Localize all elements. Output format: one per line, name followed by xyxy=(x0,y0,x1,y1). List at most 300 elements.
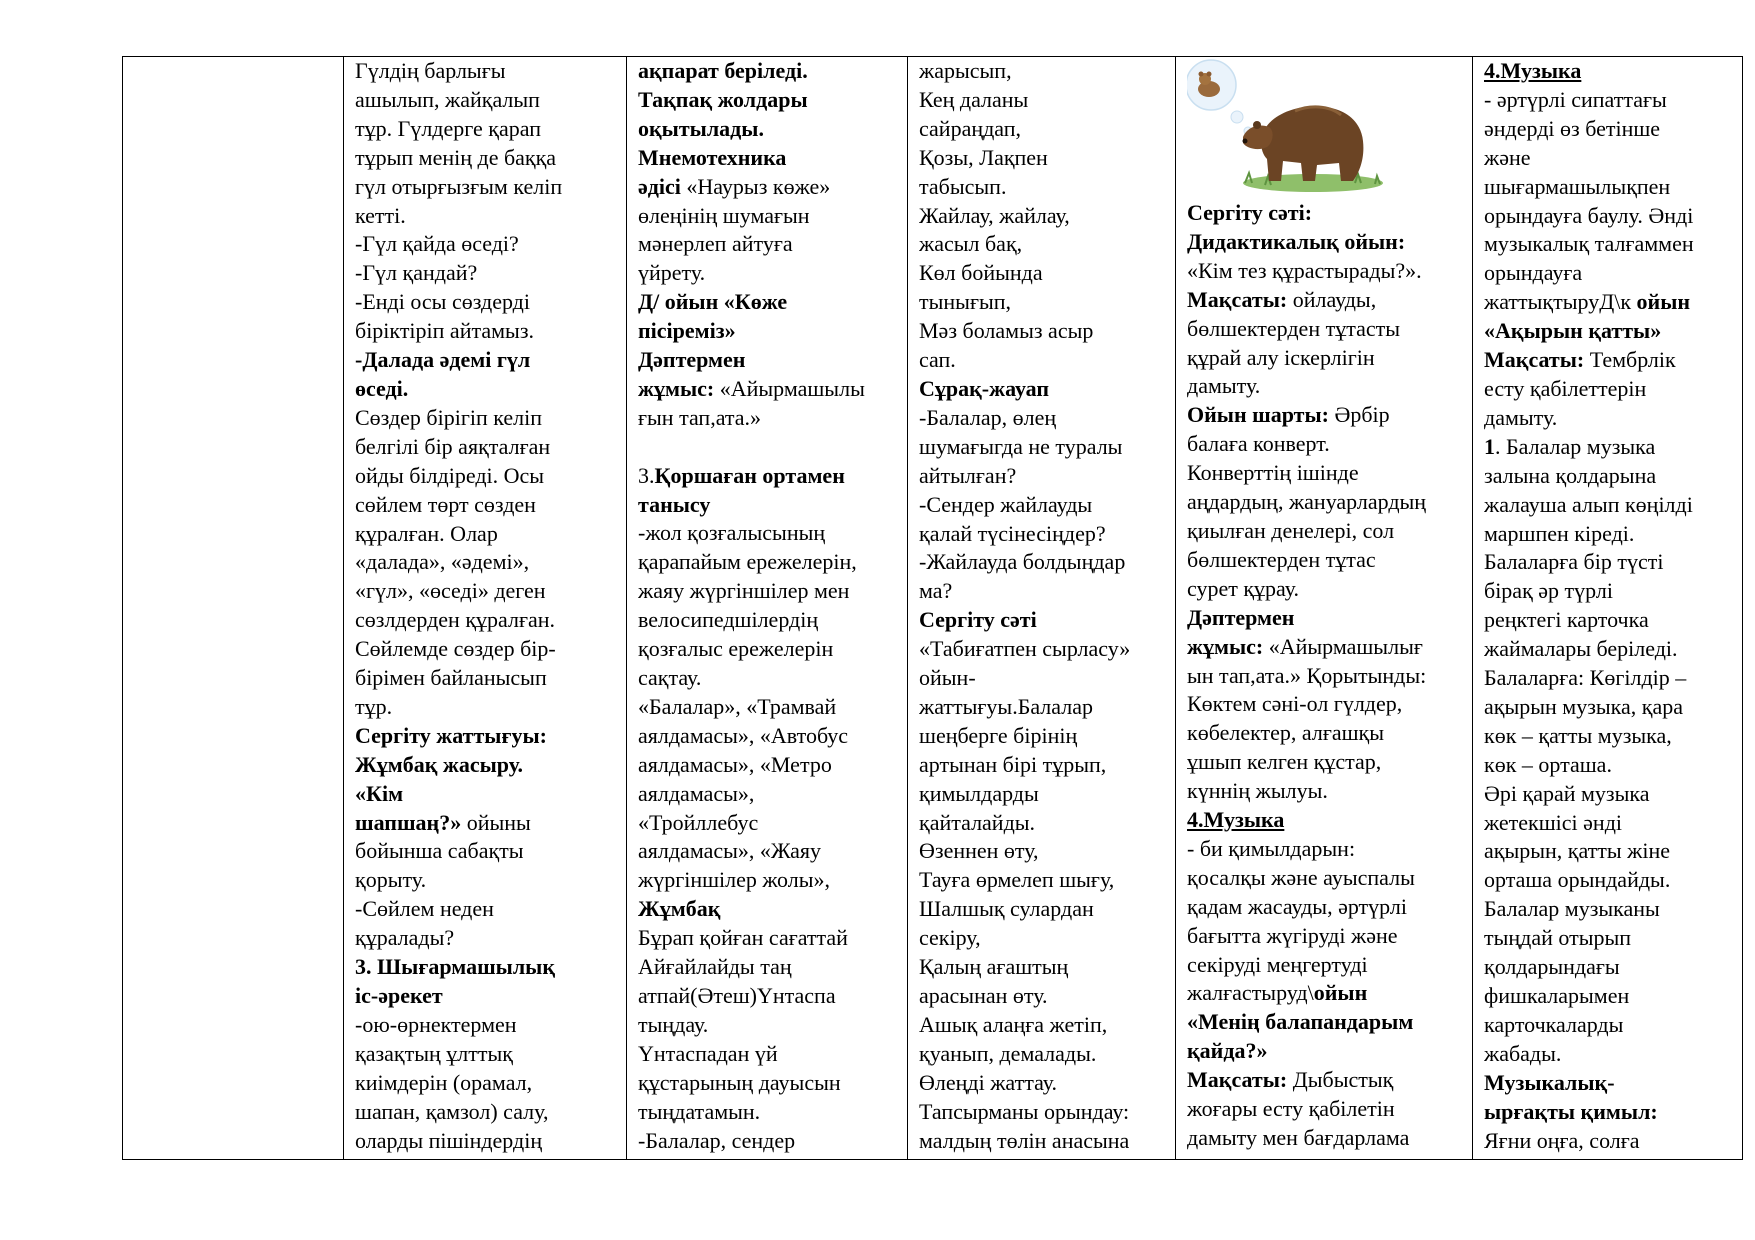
text-line xyxy=(355,693,618,722)
text-line xyxy=(919,751,1167,780)
text-line xyxy=(1484,288,1734,317)
text: Тақпақ жолдары xyxy=(638,86,808,112)
text: үйрету. xyxy=(638,260,706,286)
table-cell-1 xyxy=(123,57,344,1160)
text-line xyxy=(1484,462,1734,491)
text-line xyxy=(1187,546,1464,575)
bold-text: әдісі xyxy=(638,173,681,199)
text: ма? xyxy=(919,578,953,604)
text-line xyxy=(919,144,1167,173)
text-line xyxy=(1484,866,1734,895)
text-line xyxy=(1484,57,1734,86)
bear-illustration xyxy=(1187,59,1464,199)
text: Гүлдің барлығы xyxy=(355,58,506,83)
text: ырғақты қимыл: xyxy=(1484,1098,1658,1124)
text-line xyxy=(919,202,1167,231)
text: ойын- xyxy=(919,665,976,691)
text-line xyxy=(919,866,1167,895)
text: Дәптермен xyxy=(1187,604,1295,630)
text: қосалқы және ауыспалы xyxy=(1187,864,1415,890)
text-line xyxy=(919,982,1167,1011)
text-line xyxy=(1187,1124,1464,1153)
text: Сергіту сәті: xyxy=(1187,200,1313,225)
text: киімдерін (орамал, xyxy=(355,1069,533,1095)
text-line xyxy=(355,1011,618,1040)
text: орындауға баулу. Әнді xyxy=(1484,202,1694,228)
text: «Ақырын қатты» xyxy=(1484,318,1662,344)
text: дамыту. xyxy=(1484,404,1558,430)
text: «Айырмашылы xyxy=(714,375,865,401)
text: Сөйлемде сөздер бір- xyxy=(355,636,556,662)
text: бірақ әр түрлі xyxy=(1484,578,1613,604)
text: Сөздер бірігіп келіп xyxy=(355,404,543,430)
text-line xyxy=(1187,662,1464,691)
text: Музыкалық- xyxy=(1484,1069,1615,1095)
text-line xyxy=(919,433,1167,462)
text-line xyxy=(355,837,618,866)
text: карточкаларды xyxy=(1484,1011,1624,1037)
text: «Наурыз көже» xyxy=(680,173,831,199)
text-line xyxy=(919,1011,1167,1040)
text-line xyxy=(1187,1095,1464,1124)
text-line xyxy=(355,375,618,404)
text: секіруді меңгертуді xyxy=(1187,951,1368,977)
text: артынан бірі тұрып, xyxy=(919,751,1107,777)
text: қайда?» xyxy=(1187,1038,1268,1064)
text-line xyxy=(919,924,1167,953)
text-line xyxy=(355,346,618,375)
text: - әртүрлі сипаттағы xyxy=(1484,86,1667,112)
text: Ашық алаңға жетіп, xyxy=(919,1011,1108,1037)
text-line xyxy=(1187,199,1464,228)
text: дамыту. xyxy=(1187,373,1261,399)
text: қадам жасауды, әртүрлі xyxy=(1187,893,1407,919)
text-line xyxy=(1187,372,1464,401)
text-line xyxy=(1187,777,1464,806)
text: жалауша алып көңілді xyxy=(1484,491,1693,517)
text: өлеңінің шумағын xyxy=(638,202,810,228)
text: шумағыгда не туралы xyxy=(919,433,1123,459)
text-line xyxy=(919,953,1167,982)
text: секіру, xyxy=(919,925,981,951)
text: Балаларға бір түсті xyxy=(1484,549,1664,575)
text-line xyxy=(1187,690,1464,719)
text-line xyxy=(638,86,899,115)
text-line xyxy=(638,57,899,86)
text: қозғалыс ережелерін xyxy=(638,636,834,662)
text-line xyxy=(355,866,618,895)
text: маршпен кіреді. xyxy=(1484,520,1635,546)
text: музыкалық талғаммен xyxy=(1484,231,1694,257)
text: жаймалары беріледі. xyxy=(1484,636,1678,662)
text-line xyxy=(1187,257,1464,286)
text-line xyxy=(919,404,1167,433)
text-line xyxy=(1187,951,1464,980)
text-line xyxy=(1187,806,1464,835)
text-line xyxy=(638,693,899,722)
text-line xyxy=(919,693,1167,722)
text: «Менің балапандарым xyxy=(1187,1009,1414,1035)
bold-text: Ойын шарты: xyxy=(1187,402,1329,428)
text-line xyxy=(1484,635,1734,664)
text: «Табиғатпен сырласу» xyxy=(919,636,1131,662)
text: жалғастыруд\ xyxy=(1187,980,1314,1006)
text-line xyxy=(919,346,1167,375)
text-line xyxy=(1187,719,1464,748)
text-line xyxy=(355,982,618,1011)
text: Көл бойында xyxy=(919,260,1043,286)
text: құстарының дауысын xyxy=(638,1069,841,1095)
bold-text: Қоршаған ортамен xyxy=(654,462,845,488)
text-line xyxy=(638,664,899,693)
text-line xyxy=(355,491,618,520)
text-line xyxy=(355,1069,618,1098)
text-line xyxy=(1484,606,1734,635)
text-line xyxy=(1484,433,1734,462)
text-line xyxy=(638,1040,899,1069)
text-line xyxy=(1187,401,1464,430)
text: сайраңдап, xyxy=(919,115,1022,141)
text: әндерді өз бетінше xyxy=(1484,115,1661,141)
text: «Кім тез құрастырады?». xyxy=(1187,257,1422,283)
text: көк – орташа. xyxy=(1484,751,1612,777)
text: шеңберге бірінің xyxy=(919,722,1078,748)
text: жаттығуы.Балалар xyxy=(919,693,1093,719)
bold-text: ойын xyxy=(1313,980,1368,1006)
text-line xyxy=(1484,491,1734,520)
text: -ою-өрнектермен xyxy=(355,1011,517,1037)
text-line xyxy=(1484,664,1734,693)
text-line xyxy=(638,519,899,548)
text-line xyxy=(1187,315,1464,344)
text: кетті. xyxy=(355,202,406,228)
text: Яғни оңға, солға xyxy=(1484,1127,1640,1153)
text: -Балалар, сендер xyxy=(638,1127,796,1153)
text-line xyxy=(355,577,618,606)
text-line xyxy=(355,404,618,433)
text: қуанып, демалады. xyxy=(919,1040,1097,1066)
text-line xyxy=(638,548,899,577)
text: тұр. Гүлдерге қарап xyxy=(355,115,541,141)
text-line xyxy=(1484,1011,1734,1040)
text: тыңдау. xyxy=(638,1011,709,1037)
text-line xyxy=(1187,228,1464,257)
text: сөйлем төрт сөзден xyxy=(355,491,536,517)
text: ақырын, қатты жіне xyxy=(1484,838,1671,864)
text: Д/ ойын «Көже xyxy=(638,289,788,315)
text: ын тап,ата.» Қорытынды: xyxy=(1187,662,1427,688)
text: қорыту. xyxy=(355,867,427,893)
text-line xyxy=(1187,575,1464,604)
text-line xyxy=(919,1069,1167,1098)
text-line xyxy=(1484,809,1734,838)
text: қалай түсінесіңдер? xyxy=(919,520,1106,546)
text: сөзлдерден құралған. xyxy=(355,607,556,633)
text: Кең даланы xyxy=(919,86,1029,112)
text-line xyxy=(919,317,1167,346)
text-line xyxy=(1484,259,1734,288)
text-line xyxy=(638,173,899,202)
text-line xyxy=(1187,922,1464,951)
text-line xyxy=(919,548,1167,577)
text-line xyxy=(919,895,1167,924)
text: жүргіншілер жолы», xyxy=(638,867,831,893)
text: Тауға өрмелеп шығу, xyxy=(919,867,1115,893)
text-line xyxy=(638,259,899,288)
text-line xyxy=(355,924,618,953)
section-heading: 4.Музыка xyxy=(1187,807,1285,833)
text-line xyxy=(1484,346,1734,375)
text-line xyxy=(638,346,899,375)
text-line xyxy=(355,115,618,144)
text-line xyxy=(638,606,899,635)
text-line xyxy=(638,317,899,346)
text: Дидактикалық ойын: xyxy=(1187,228,1406,254)
text: Дыбыстық xyxy=(1287,1067,1394,1093)
text-line xyxy=(638,230,899,259)
text: айтылған? xyxy=(919,462,1017,488)
text-line xyxy=(919,635,1167,664)
text: Айғайлайды таң xyxy=(638,954,792,980)
text-line xyxy=(638,202,899,231)
text: Конверттің ішінде xyxy=(1187,460,1359,486)
text: ақпарат беріледі. xyxy=(638,58,808,83)
text-line xyxy=(1484,173,1734,202)
text: бөлшектерден тұтасты xyxy=(1187,315,1401,341)
text-line xyxy=(1187,1066,1464,1095)
text-line xyxy=(638,895,899,924)
text-line xyxy=(1484,837,1734,866)
text: малдың төлін анасына xyxy=(919,1127,1130,1153)
text: сақтау. xyxy=(638,665,702,691)
text-line xyxy=(919,722,1167,751)
text-line xyxy=(919,1098,1167,1127)
text-line xyxy=(638,751,899,780)
text: қимылдарды xyxy=(919,780,1039,806)
bold-text: шапшаң?» xyxy=(355,809,462,835)
text-line xyxy=(1484,520,1734,549)
text-line xyxy=(355,57,618,86)
text-line xyxy=(1484,780,1734,809)
text-line xyxy=(355,895,618,924)
text: тынығып, xyxy=(919,289,1012,315)
text-line xyxy=(919,664,1167,693)
text: жетекшісі әнді xyxy=(1484,809,1623,835)
text: Мнемотехника xyxy=(638,144,787,170)
text: танысу xyxy=(638,491,711,517)
text-line xyxy=(1187,488,1464,517)
bold-text: 1 xyxy=(1484,433,1495,459)
text-line xyxy=(355,1040,618,1069)
text-line xyxy=(638,462,899,491)
text-line xyxy=(1484,722,1734,751)
text: құрай алу іскерлігін xyxy=(1187,344,1375,370)
text-line xyxy=(1484,86,1734,115)
text: -Енді осы сөздерді xyxy=(355,289,530,315)
text: Бұрап қойған сағаттай xyxy=(638,925,848,951)
text-line xyxy=(1187,1037,1464,1066)
text: құралған. Олар xyxy=(355,520,498,546)
text-line xyxy=(1484,375,1734,404)
text: оқытылады. xyxy=(638,115,764,141)
text-line xyxy=(1187,344,1464,373)
text: Балалар музыканы xyxy=(1484,896,1660,922)
text-line xyxy=(355,520,618,549)
text: Дәптермен xyxy=(638,347,746,373)
text: қайталайды. xyxy=(919,809,1036,835)
text: Сергіту жаттығуы: xyxy=(355,722,547,748)
text-line xyxy=(1187,286,1464,315)
text: бойынша сабақты xyxy=(355,838,524,864)
text: қарапайым ережелерін, xyxy=(638,549,857,575)
table-cell-5 xyxy=(1176,57,1473,1160)
text: -Сөйлем неден xyxy=(355,896,494,922)
text-line xyxy=(1187,604,1464,633)
text: Жұмбақ xyxy=(638,896,721,922)
text: балаға конверт. xyxy=(1187,431,1330,457)
text-line xyxy=(919,462,1167,491)
text: Жайлау, жайлау, xyxy=(919,202,1070,228)
text: ашылып, жайқалып xyxy=(355,86,540,112)
text-line xyxy=(919,259,1167,288)
lesson-plan-table xyxy=(122,56,1743,1160)
text: Өзеннен өту, xyxy=(919,838,1039,864)
text-line xyxy=(638,1098,899,1127)
text: «Айырмашылығ xyxy=(1263,633,1423,659)
text: реңктегі карточка xyxy=(1484,607,1649,633)
bold-text: Мақсаты: xyxy=(1187,1067,1288,1093)
text: Сұрақ-жауап xyxy=(919,375,1050,401)
text: Өлеңді жаттау. xyxy=(919,1069,1058,1095)
text: Қалың ағаштың xyxy=(919,954,1069,980)
text: қолдарындағы xyxy=(1484,954,1620,980)
text-line xyxy=(1484,115,1734,144)
text-line xyxy=(638,780,899,809)
text: Әрі қарай музыка xyxy=(1484,780,1650,806)
text: ұшып келген құстар, xyxy=(1187,749,1382,775)
text-line xyxy=(355,1098,618,1127)
bold-text: Мақсаты: xyxy=(1484,347,1585,373)
text: сап. xyxy=(919,347,956,373)
text-line xyxy=(638,722,899,751)
text-line xyxy=(355,606,618,635)
text-line xyxy=(355,664,618,693)
text-line xyxy=(919,86,1167,115)
text: тұр. xyxy=(355,693,393,719)
text-line xyxy=(919,375,1167,404)
bold-text: жұмыс: xyxy=(1187,633,1264,659)
text-line xyxy=(1187,633,1464,662)
text-line xyxy=(355,202,618,231)
text: қазақтың ұлттық xyxy=(355,1040,513,1066)
table-cell-4 xyxy=(908,57,1176,1160)
text-line xyxy=(919,173,1167,202)
text: дамыту мен бағдарлама xyxy=(1187,1125,1410,1150)
text-line xyxy=(1484,548,1734,577)
text: аялдамасы», «Автобус xyxy=(638,722,849,748)
text: «далада», «әдемі», xyxy=(355,549,530,575)
text-line xyxy=(355,230,618,259)
text-line xyxy=(919,1040,1167,1069)
text: бағытта жүгіруді және xyxy=(1187,922,1398,948)
text-line xyxy=(1187,835,1464,864)
text: орташа орындайды. xyxy=(1484,867,1671,893)
bold-text: ойын xyxy=(1636,289,1691,315)
text-line xyxy=(1187,1008,1464,1037)
text-line xyxy=(355,86,618,115)
text: жасыл бақ, xyxy=(919,231,1023,257)
text: жоғары есту қабілетін xyxy=(1187,1096,1395,1122)
text-line xyxy=(355,144,618,173)
text: пісіреміз» xyxy=(638,318,736,344)
text: бөлшектерден тұтас xyxy=(1187,546,1376,572)
text: -Гүл қандай? xyxy=(355,260,478,286)
text: -Далада әдемі гүл xyxy=(355,347,531,373)
text-line xyxy=(638,433,899,462)
text: «гүл», «өседі» деген xyxy=(355,578,546,604)
text-line xyxy=(1484,982,1734,1011)
text-line xyxy=(1187,893,1464,922)
text: жабады. xyxy=(1484,1040,1562,1066)
text-line xyxy=(919,520,1167,549)
text-line xyxy=(919,809,1167,838)
text-line xyxy=(355,317,618,346)
text-line xyxy=(355,635,618,664)
table-cell-3 xyxy=(627,57,908,1160)
bold-text: жұмыс: xyxy=(638,375,715,401)
text-line xyxy=(919,837,1167,866)
text-line xyxy=(1484,1069,1734,1098)
text: Үнтаспадан үй xyxy=(638,1040,778,1066)
text-line xyxy=(1187,430,1464,459)
text: Көктем сәні-ол гүлдер, xyxy=(1187,691,1403,717)
text-line xyxy=(355,1127,618,1156)
text: іс-әрекет xyxy=(355,983,443,1008)
text-line xyxy=(638,866,899,895)
text-line xyxy=(1187,864,1464,893)
text: Шалшық сулардан xyxy=(919,896,1094,922)
text: аялдамасы», xyxy=(638,780,755,806)
text: гүл отырғызғым келіп xyxy=(355,173,563,199)
text: шапан, қамзол) салу, xyxy=(355,1098,549,1124)
text-line xyxy=(1484,924,1734,953)
table-row xyxy=(123,57,1743,1160)
text-line xyxy=(1484,404,1734,433)
text-line xyxy=(355,259,618,288)
text-line xyxy=(1484,144,1734,173)
text-line xyxy=(638,375,899,404)
text: «Балалар», «Трамвай xyxy=(638,693,837,719)
text: көбелектер, алғашқы xyxy=(1187,720,1385,746)
text-line xyxy=(919,606,1167,635)
text: -Жайлауда болдыңдар xyxy=(919,549,1126,575)
text: Жұмбақ жасыру. xyxy=(355,751,524,777)
text-line xyxy=(638,404,899,433)
text-line xyxy=(638,953,899,982)
text-line xyxy=(638,144,899,173)
text: -Сендер жайлауды xyxy=(919,491,1093,517)
text: Тапсырманы орындау: xyxy=(919,1098,1130,1124)
text: 3. xyxy=(638,462,655,488)
text: «Кім xyxy=(355,780,404,806)
text: Тембрлік xyxy=(1584,347,1676,373)
text: оларды пішіндердің xyxy=(355,1127,543,1153)
text: велосипедшілердің xyxy=(638,607,819,633)
text-line xyxy=(1187,517,1464,546)
text-line xyxy=(638,577,899,606)
text: арасынан өту. xyxy=(919,983,1048,1008)
text-line xyxy=(355,548,618,577)
